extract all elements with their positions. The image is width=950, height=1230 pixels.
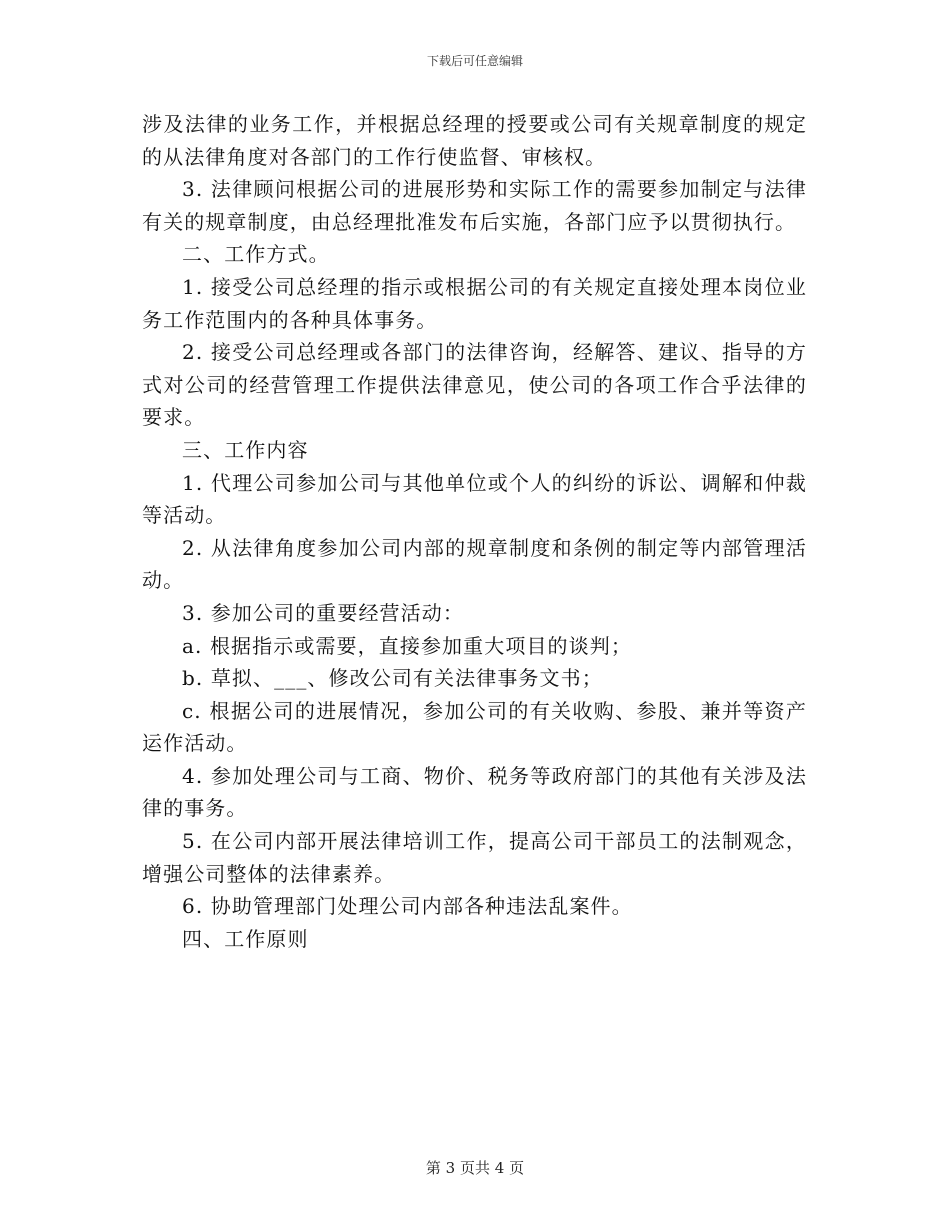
section-heading: 二、工作方式。 <box>182 242 330 267</box>
paragraph: 2. 从法律角度参加公司内部的规章制度和条例的制定等内部管理活动。 <box>142 535 807 593</box>
paragraph: 涉及法律的业务工作，并根据总经理的授要或公司有关规章制度的规定的从法律角度对各部门的工作行使监督、审核权。 <box>142 112 807 169</box>
paragraph: 4. 参加处理公司与工商、物价、税务等政府部门的其他有关涉及法律的事务。 <box>142 763 807 821</box>
document-body <box>142 108 807 955</box>
list-item: c. 根据公司的进展情况，参加公司的有关收购、参股、兼并等资产运作活动。 <box>142 698 807 756</box>
paragraph: 5. 在公司内部开展法律培训工作，提高公司干部员工的法制观念，增强公司整体的法律素养。 <box>142 829 807 886</box>
list-item: b. 草拟、___、修改公司有关法律事务文书； <box>182 666 603 691</box>
paragraph: 2. 接受公司总经理或各部门的法律咨询，经解答、建议、指导的方式对公司的经营管理工作提供法律意见，使公司的各项工作合乎法律的要求。 <box>142 340 807 430</box>
page-number: 第 3 页共 4 页 <box>425 1159 525 1177</box>
section-heading: 四、工作原则 <box>182 926 309 951</box>
paragraph: 3. 参加公司的重要经营活动： <box>182 600 464 625</box>
paragraph: 1. 代理公司参加公司与其他单位或个人的纠纷的诉讼、调解和仲裁等活动。 <box>142 470 807 528</box>
paragraph: 1. 接受公司总经理的指示或根据公司的有关规定直接处理本岗位业务工作范围内的各种具体事务。 <box>142 274 807 332</box>
list-item: a. 根据指示或需要，直接参加重大项目的谈判； <box>182 633 632 658</box>
paragraph: 6. 协助管理部门处理公司内部各种违法乱案件。 <box>182 894 633 919</box>
page-header-note: 下载后可任意编辑 <box>426 54 523 68</box>
section-heading: 三、工作内容 <box>182 437 309 462</box>
paragraph: 3. 法律顾问根据公司的进展形势和实际工作的需要参加制定与法律有关的规章制度，由总经理批准发布后实施，各部门应予以贯彻执行。 <box>142 177 807 234</box>
